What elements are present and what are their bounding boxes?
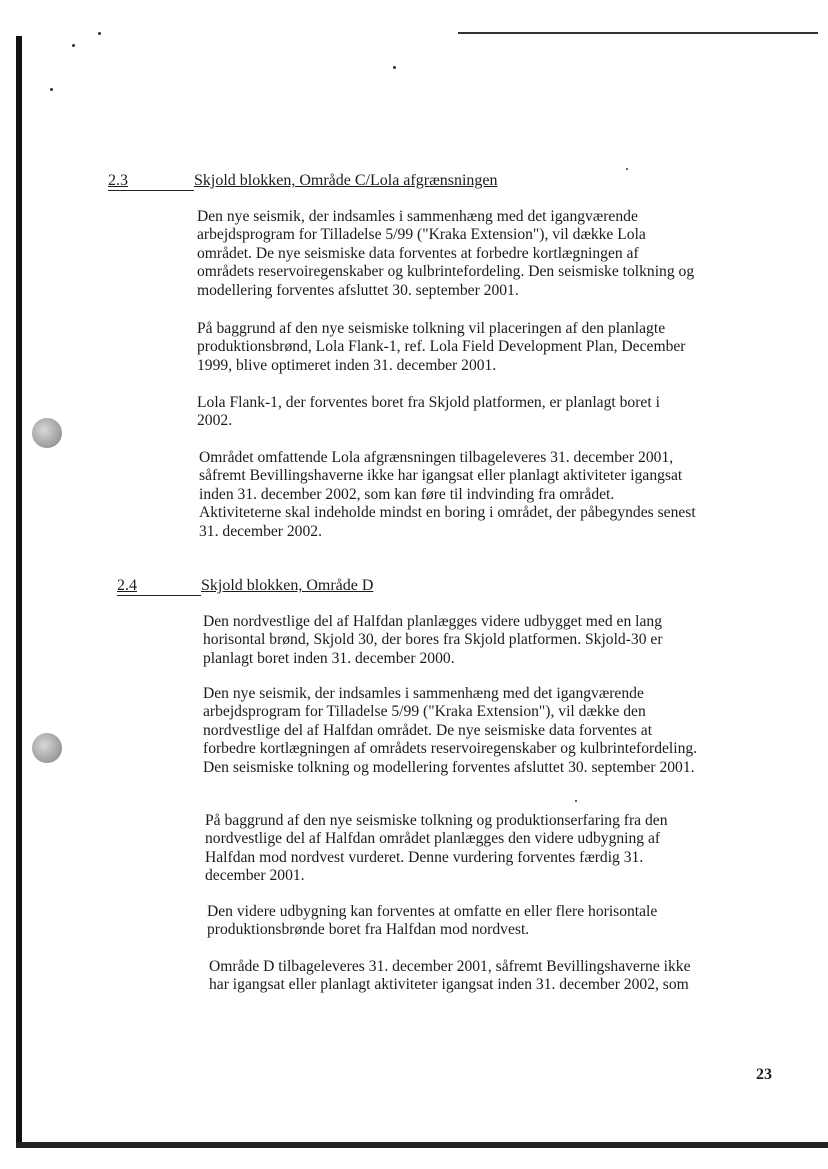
- scan-speck: [575, 800, 577, 802]
- paragraph: Område D tilbageleveres 31. december 2001, såfremt Bevillingshaverne ikke har igangsat eller planlagt aktiviteter igangsat inden 31. december 2002, som: [209, 958, 691, 994]
- paragraph: Den nye seismik, der indsamles i sammenhæng med det igangværende arbejdsprogram for Tilladelse 5/99 ("Kraka Extension"), vil dække den nordvestlige del af Halfdan området. De nye seismiske data forventes at forbedre kortlægningen af områdets reservoiregenskaber og kulbrintefordeling. Den seismiske tolkning og modellering forventes afsluttet 30. september 2001.: [203, 685, 698, 776]
- scan-speck: [50, 88, 53, 91]
- paragraph: Lola Flank-1, der forventes boret fra Skjold platformen, er planlagt boret i 2002.: [197, 394, 660, 430]
- scan-speck: [626, 168, 628, 170]
- page-number: 23: [756, 1066, 772, 1083]
- paragraph: Området omfattende Lola afgrænsningen tilbageleveres 31. december 2001, såfremt Bevillingshaverne ikke har igangsat eller planlagt aktiviteter igangsat inden 31. december 2002, som kan føre til indvinding fra området. Aktiviteterne skal indeholde mindst en boring i området, der påbegyndes senest 31. december 2002.: [199, 449, 696, 540]
- paragraph: På baggrund af den nye seismiske tolkning vil placeringen af den planlagte produktionsbrønd, Lola Flank-1, ref. Lola Field Development Plan, December 1999, blive optimeret inden 31. december 2001.: [197, 320, 686, 374]
- paragraph: Den videre udbygning kan forventes at omfatte en eller flere horisontale produktionsbrønde boret fra Halfdan mod nordvest.: [207, 903, 658, 939]
- section-title: Skjold blokken, Område D: [201, 577, 374, 594]
- section-number: 2.4: [117, 577, 137, 594]
- section-number: 2.3: [108, 172, 128, 189]
- section-title: Skjold blokken, Område C/Lola afgrænsningen: [194, 172, 498, 189]
- header-rule: [458, 32, 818, 34]
- punch-hole: [32, 418, 62, 448]
- section-underline: [117, 595, 201, 596]
- scan-border-left: [16, 36, 22, 1148]
- punch-hole: [32, 733, 62, 763]
- scan-speck: [98, 32, 101, 35]
- paragraph: Den nye seismik, der indsamles i sammenhæng med det igangværende arbejdsprogram for Tilladelse 5/99 ("Kraka Extension"), vil dække Lola området. De nye seismiske data forventes at forbedre kortlægningen af områdets reservoiregenskaber og kulbrintefordeling. Den seismiske tolkning og modellering forventes afsluttet 30. september 2001.: [197, 208, 695, 299]
- section-underline: [108, 190, 194, 191]
- paragraph: Den nordvestlige del af Halfdan planlægges videre udbygget med en lang horisontal brønd, Skjold 30, der bores fra Skjold platformen. Skjold-30 er planlagt boret inden 31. december 2000.: [203, 613, 663, 667]
- scan-border-bottom: [16, 1142, 828, 1148]
- paragraph: På baggrund af den nye seismiske tolkning og produktionserfaring fra den nordvestlige del af Halfdan området planlægges den videre udbygning af Halfdan mod nordvest vurderet. Denne vurdering forventes færdig 31. december 2001.: [205, 812, 668, 885]
- scan-speck: [72, 44, 75, 47]
- scan-speck: [393, 66, 396, 69]
